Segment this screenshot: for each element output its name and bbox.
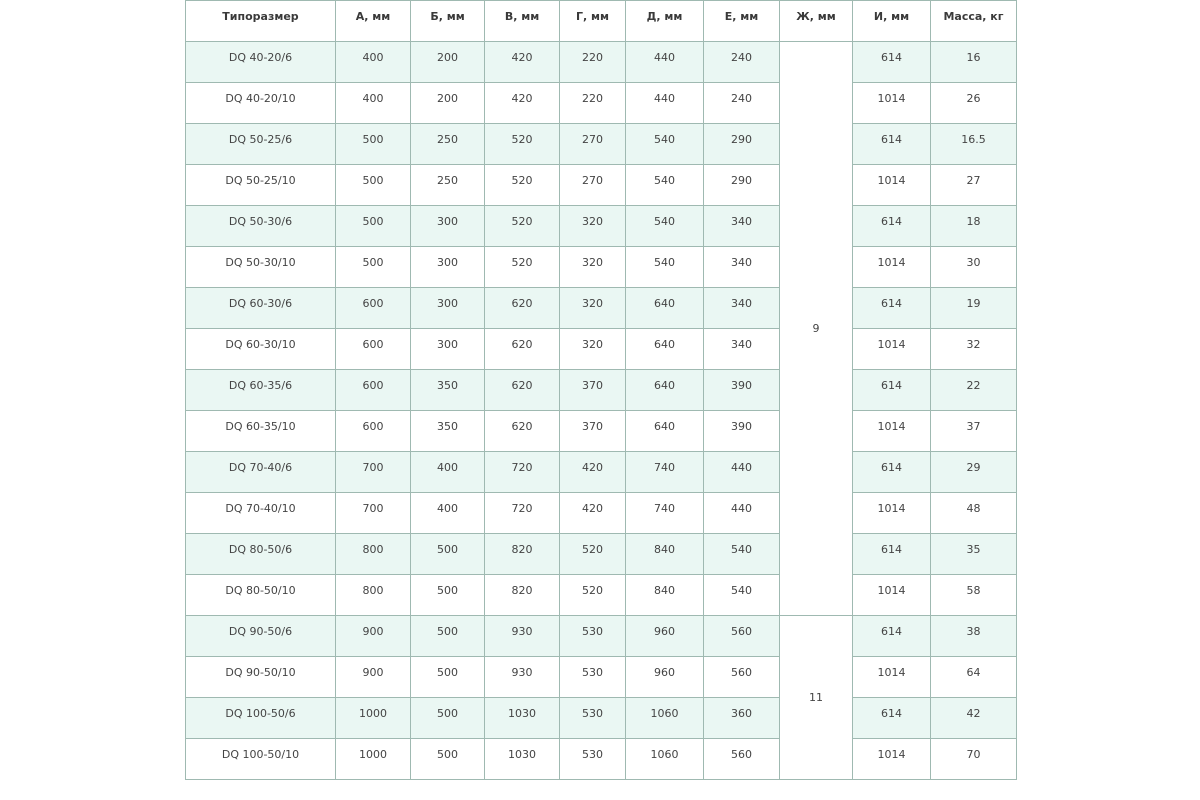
cell-i: 614: [853, 370, 931, 411]
cell-e: 540: [704, 575, 780, 616]
cell-g: 530: [560, 698, 626, 739]
cell-b: 350: [411, 411, 485, 452]
header-mass: Масса, кг: [931, 1, 1017, 42]
cell-mass: 16.5: [931, 124, 1017, 165]
cell-b: 500: [411, 657, 485, 698]
cell-g: 270: [560, 165, 626, 206]
cell-model: DQ 50-30/6: [186, 206, 336, 247]
cell-d: 740: [626, 493, 704, 534]
header-v: В, мм: [485, 1, 560, 42]
cell-i: 614: [853, 206, 931, 247]
cell-model: DQ 50-25/10: [186, 165, 336, 206]
cell-e: 340: [704, 206, 780, 247]
cell-e: 290: [704, 165, 780, 206]
cell-zh-merged: 11: [780, 616, 853, 780]
cell-g: 320: [560, 288, 626, 329]
cell-v: 1030: [485, 698, 560, 739]
cell-v: 620: [485, 329, 560, 370]
cell-d: 640: [626, 288, 704, 329]
cell-mass: 64: [931, 657, 1017, 698]
cell-model: DQ 40-20/6: [186, 42, 336, 83]
table-row: [186, 739, 1017, 780]
cell-a: 700: [336, 493, 411, 534]
cell-v: 520: [485, 124, 560, 165]
cell-zh-merged: 9: [780, 42, 853, 616]
cell-g: 320: [560, 329, 626, 370]
table-row: [186, 247, 1017, 288]
cell-d: 440: [626, 42, 704, 83]
cell-i: 614: [853, 42, 931, 83]
header-e: Е, мм: [704, 1, 780, 42]
header-d: Д, мм: [626, 1, 704, 42]
cell-mass: 26: [931, 83, 1017, 124]
cell-i: 614: [853, 124, 931, 165]
cell-g: 320: [560, 206, 626, 247]
cell-a: 900: [336, 616, 411, 657]
cell-g: 530: [560, 657, 626, 698]
cell-d: 840: [626, 575, 704, 616]
table-row: [186, 42, 1017, 83]
cell-a: 500: [336, 247, 411, 288]
cell-b: 350: [411, 370, 485, 411]
cell-b: 500: [411, 575, 485, 616]
cell-d: 540: [626, 165, 704, 206]
table-row: [186, 616, 1017, 657]
cell-v: 520: [485, 165, 560, 206]
cell-mass: 32: [931, 329, 1017, 370]
cell-a: 1000: [336, 739, 411, 780]
cell-a: 600: [336, 329, 411, 370]
cell-a: 500: [336, 165, 411, 206]
cell-e: 360: [704, 698, 780, 739]
cell-e: 440: [704, 493, 780, 534]
cell-g: 370: [560, 411, 626, 452]
cell-b: 200: [411, 83, 485, 124]
cell-b: 300: [411, 329, 485, 370]
cell-e: 290: [704, 124, 780, 165]
cell-b: 500: [411, 698, 485, 739]
cell-a: 1000: [336, 698, 411, 739]
cell-mass: 35: [931, 534, 1017, 575]
cell-mass: 48: [931, 493, 1017, 534]
cell-mass: 38: [931, 616, 1017, 657]
table-row: [186, 288, 1017, 329]
cell-mass: 19: [931, 288, 1017, 329]
cell-a: 400: [336, 83, 411, 124]
table-header-row: [186, 1, 1017, 42]
cell-model: DQ 60-35/6: [186, 370, 336, 411]
header-i: И, мм: [853, 1, 931, 42]
cell-i: 1014: [853, 165, 931, 206]
cell-v: 1030: [485, 739, 560, 780]
cell-mass: 18: [931, 206, 1017, 247]
cell-model: DQ 60-30/10: [186, 329, 336, 370]
cell-g: 530: [560, 616, 626, 657]
cell-e: 240: [704, 83, 780, 124]
cell-i: 614: [853, 616, 931, 657]
cell-d: 640: [626, 329, 704, 370]
cell-e: 540: [704, 534, 780, 575]
cell-i: 1014: [853, 83, 931, 124]
cell-i: 1014: [853, 247, 931, 288]
cell-e: 390: [704, 411, 780, 452]
cell-e: 340: [704, 288, 780, 329]
cell-g: 520: [560, 534, 626, 575]
cell-i: 1014: [853, 575, 931, 616]
table-row: [186, 493, 1017, 534]
cell-d: 440: [626, 83, 704, 124]
cell-mass: 37: [931, 411, 1017, 452]
header-a: А, мм: [336, 1, 411, 42]
cell-mass: 27: [931, 165, 1017, 206]
cell-g: 520: [560, 575, 626, 616]
table-row: [186, 206, 1017, 247]
cell-i: 1014: [853, 739, 931, 780]
cell-g: 530: [560, 739, 626, 780]
cell-b: 400: [411, 452, 485, 493]
cell-mass: 30: [931, 247, 1017, 288]
cell-v: 620: [485, 370, 560, 411]
cell-a: 800: [336, 534, 411, 575]
cell-a: 600: [336, 411, 411, 452]
cell-a: 400: [336, 42, 411, 83]
cell-g: 270: [560, 124, 626, 165]
cell-d: 540: [626, 247, 704, 288]
cell-b: 250: [411, 124, 485, 165]
table-row: [186, 83, 1017, 124]
cell-model: DQ 80-50/10: [186, 575, 336, 616]
cell-b: 250: [411, 165, 485, 206]
cell-d: 640: [626, 411, 704, 452]
cell-mass: 22: [931, 370, 1017, 411]
cell-b: 500: [411, 534, 485, 575]
cell-a: 900: [336, 657, 411, 698]
cell-d: 840: [626, 534, 704, 575]
cell-v: 930: [485, 657, 560, 698]
cell-mass: 29: [931, 452, 1017, 493]
cell-i: 1014: [853, 411, 931, 452]
cell-b: 300: [411, 288, 485, 329]
cell-d: 960: [626, 657, 704, 698]
cell-v: 720: [485, 493, 560, 534]
cell-model: DQ 40-20/10: [186, 83, 336, 124]
table-row: [186, 370, 1017, 411]
header-g: Г, мм: [560, 1, 626, 42]
cell-e: 560: [704, 657, 780, 698]
table-row: [186, 411, 1017, 452]
cell-g: 420: [560, 493, 626, 534]
cell-d: 1060: [626, 698, 704, 739]
cell-v: 820: [485, 575, 560, 616]
header-model: Типоразмер: [186, 1, 336, 42]
table-row: [186, 165, 1017, 206]
cell-b: 300: [411, 206, 485, 247]
cell-i: 614: [853, 452, 931, 493]
cell-model: DQ 60-35/10: [186, 411, 336, 452]
cell-g: 370: [560, 370, 626, 411]
cell-model: DQ 90-50/10: [186, 657, 336, 698]
cell-i: 1014: [853, 329, 931, 370]
cell-d: 540: [626, 124, 704, 165]
cell-v: 620: [485, 411, 560, 452]
cell-i: 1014: [853, 493, 931, 534]
cell-v: 820: [485, 534, 560, 575]
cell-g: 420: [560, 452, 626, 493]
cell-e: 440: [704, 452, 780, 493]
cell-b: 500: [411, 739, 485, 780]
cell-v: 720: [485, 452, 560, 493]
table-row: [186, 534, 1017, 575]
header-b: Б, мм: [411, 1, 485, 42]
cell-e: 340: [704, 247, 780, 288]
cell-model: DQ 100-50/6: [186, 698, 336, 739]
cell-e: 560: [704, 739, 780, 780]
cell-v: 620: [485, 288, 560, 329]
cell-e: 560: [704, 616, 780, 657]
table-row: [186, 575, 1017, 616]
cell-i: 614: [853, 288, 931, 329]
cell-model: DQ 70-40/6: [186, 452, 336, 493]
cell-d: 1060: [626, 739, 704, 780]
cell-a: 500: [336, 124, 411, 165]
cell-g: 220: [560, 42, 626, 83]
table-row: [186, 657, 1017, 698]
cell-e: 240: [704, 42, 780, 83]
cell-i: 614: [853, 534, 931, 575]
cell-d: 640: [626, 370, 704, 411]
cell-model: DQ 50-30/10: [186, 247, 336, 288]
cell-b: 200: [411, 42, 485, 83]
cell-b: 500: [411, 616, 485, 657]
cell-i: 1014: [853, 657, 931, 698]
cell-v: 420: [485, 83, 560, 124]
cell-e: 340: [704, 329, 780, 370]
cell-v: 520: [485, 247, 560, 288]
cell-model: DQ 70-40/10: [186, 493, 336, 534]
cell-d: 540: [626, 206, 704, 247]
cell-mass: 70: [931, 739, 1017, 780]
cell-model: DQ 90-50/6: [186, 616, 336, 657]
table-body: [186, 42, 1017, 780]
cell-model: DQ 100-50/10: [186, 739, 336, 780]
specifications-table: [185, 0, 1017, 780]
cell-b: 400: [411, 493, 485, 534]
cell-a: 500: [336, 206, 411, 247]
cell-a: 700: [336, 452, 411, 493]
cell-mass: 42: [931, 698, 1017, 739]
cell-e: 390: [704, 370, 780, 411]
cell-mass: 58: [931, 575, 1017, 616]
cell-g: 220: [560, 83, 626, 124]
table-row: [186, 124, 1017, 165]
cell-v: 930: [485, 616, 560, 657]
cell-model: DQ 50-25/6: [186, 124, 336, 165]
table-row: [186, 698, 1017, 739]
table-row: [186, 329, 1017, 370]
cell-g: 320: [560, 247, 626, 288]
cell-v: 420: [485, 42, 560, 83]
header-zh: Ж, мм: [780, 1, 853, 42]
cell-model: DQ 60-30/6: [186, 288, 336, 329]
cell-mass: 16: [931, 42, 1017, 83]
cell-model: DQ 80-50/6: [186, 534, 336, 575]
cell-i: 614: [853, 698, 931, 739]
cell-d: 960: [626, 616, 704, 657]
cell-a: 600: [336, 370, 411, 411]
cell-a: 600: [336, 288, 411, 329]
table-row: [186, 452, 1017, 493]
cell-b: 300: [411, 247, 485, 288]
cell-a: 800: [336, 575, 411, 616]
cell-d: 740: [626, 452, 704, 493]
cell-v: 520: [485, 206, 560, 247]
